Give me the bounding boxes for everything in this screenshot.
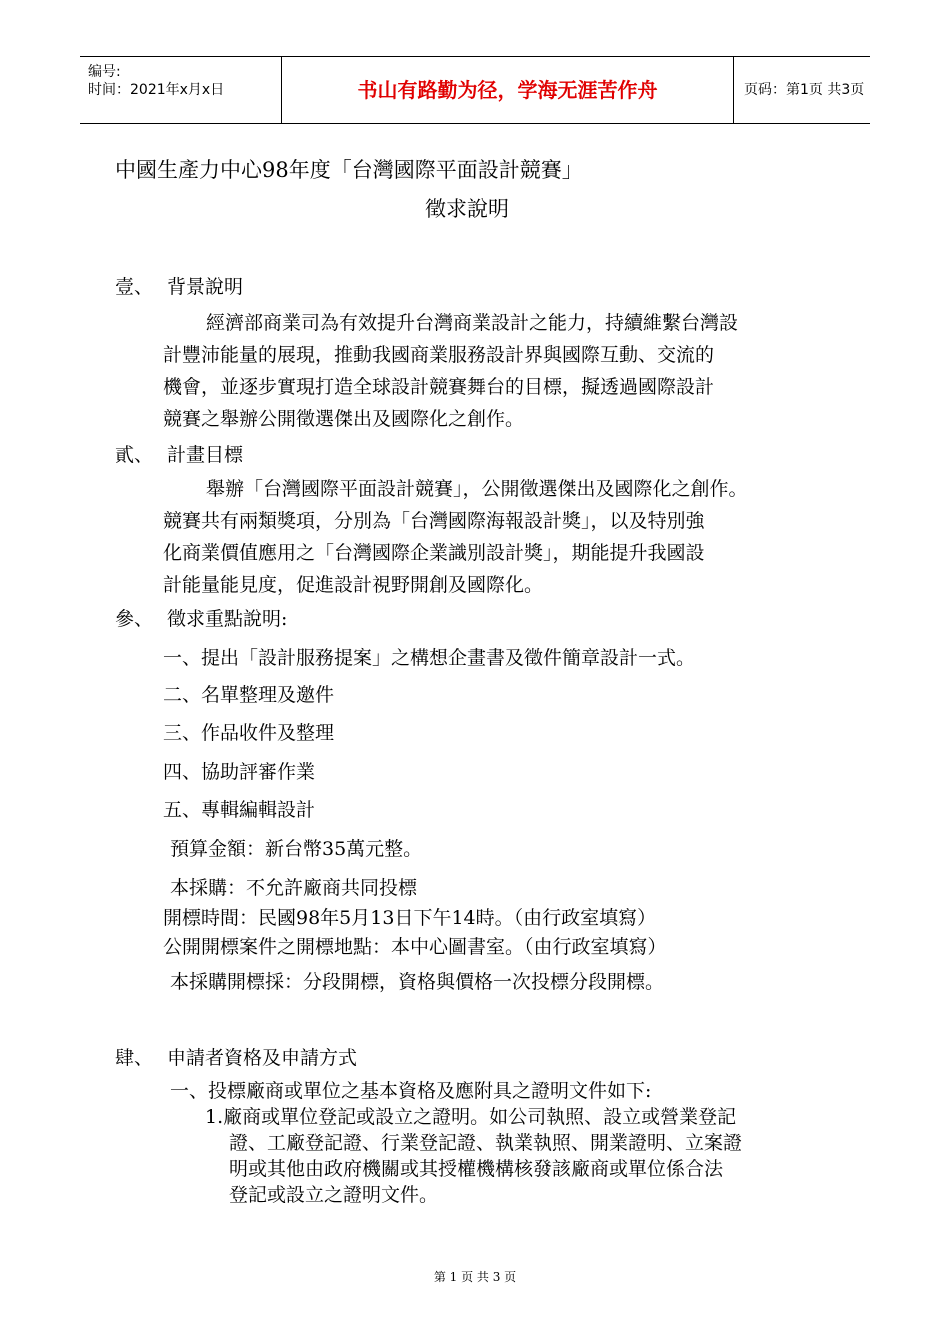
- paragraph-line: 競賽共有兩類獎項，分別為「台灣國際海報設計獎」，以及特別強: [163, 510, 705, 532]
- document-title: 中國生產力中心98年度「台灣國際平面設計競賽」: [115, 158, 583, 182]
- section-heading: 申請者資格及申請方式: [167, 1047, 358, 1069]
- page-header: [80, 56, 870, 124]
- section-heading: 背景說明: [167, 276, 244, 298]
- section-number: 肆、: [115, 1047, 154, 1069]
- section-number: 貳、: [115, 444, 154, 466]
- list-item: 四、協助評審作業: [163, 761, 316, 783]
- opening-time-note: 開標時間：民國98年5月13日下午14時。（由行政室填寫）: [163, 907, 657, 929]
- paragraph-line: 登記或設立之證明文件。: [229, 1184, 439, 1206]
- document-number-label: 编号:: [88, 64, 121, 80]
- list-item: 二、名單整理及邀件: [163, 684, 335, 706]
- document-time-label: 时间：2021年x月x日: [88, 82, 225, 98]
- header-page-info: 页码：第1页 共3页: [744, 82, 865, 98]
- opening-location-note: 公開開標案件之開標地點：本中心圖書室。（由行政室填寫）: [163, 936, 667, 958]
- paragraph-line: 競賽之舉辦公開徵選傑出及國際化之創作。: [163, 408, 525, 430]
- paragraph-line: 計能量能見度，促進設計視野開創及國際化。: [163, 574, 544, 596]
- opening-method-note: 本採購開標採：分段開標，資格與價格一次投標分段開標。: [170, 971, 665, 993]
- paragraph-line: 舉辦「台灣國際平面設計競賽」，公開徵選傑出及國際化之創作。: [206, 478, 748, 500]
- document-subtitle: 徵求說明: [425, 197, 509, 221]
- paragraph-line: 化商業價值應用之「台灣國際企業識別設計獎」，期能提升我國設: [163, 542, 705, 564]
- section-heading: 徵求重點說明:: [167, 608, 288, 630]
- list-item: 五、專輯編輯設計: [163, 799, 316, 821]
- header-motto: 书山有路勤为径，学海无涯苦作舟: [282, 57, 734, 123]
- paragraph-line: 1.廠商或單位登記或設立之證明。如公司執照、設立或營業登記: [205, 1106, 737, 1128]
- paragraph-line: 機會，並逐步實現打造全球設計競賽舞台的目標，擬透過國際設計: [163, 376, 715, 398]
- page-footer: 第 1 页 共 3 页: [433, 1270, 517, 1284]
- paragraph-line: 證、工廠登記證、行業登記證、執業執照、開業證明、立案證: [229, 1132, 743, 1154]
- list-item: 一、提出「設計服務提案」之構想企畫書及徵件簡章設計一式。: [163, 647, 696, 669]
- section-number: 參、: [115, 608, 154, 630]
- procurement-note: 本採購：不允許廠商共同投標: [170, 877, 418, 899]
- paragraph-line: 經濟部商業司為有效提升台灣商業設計之能力，持續維繫台灣設: [206, 312, 739, 334]
- header-meta: [80, 57, 282, 123]
- paragraph-line: 明或其他由政府機關或其授權機構核發該廠商或單位係合法: [229, 1158, 724, 1180]
- list-item: 三、作品收件及整理: [163, 722, 335, 744]
- section-number: 壹、: [115, 276, 154, 298]
- subsection-heading: 一、投標廠商或單位之基本資格及應附具之證明文件如下:: [170, 1080, 652, 1102]
- budget-note: 預算金額：新台幣35萬元整。: [170, 838, 423, 860]
- section-heading: 計畫目標: [167, 444, 244, 466]
- paragraph-line: 計豐沛能量的展現，推動我國商業服務設計界與國際互動、交流的: [163, 344, 715, 366]
